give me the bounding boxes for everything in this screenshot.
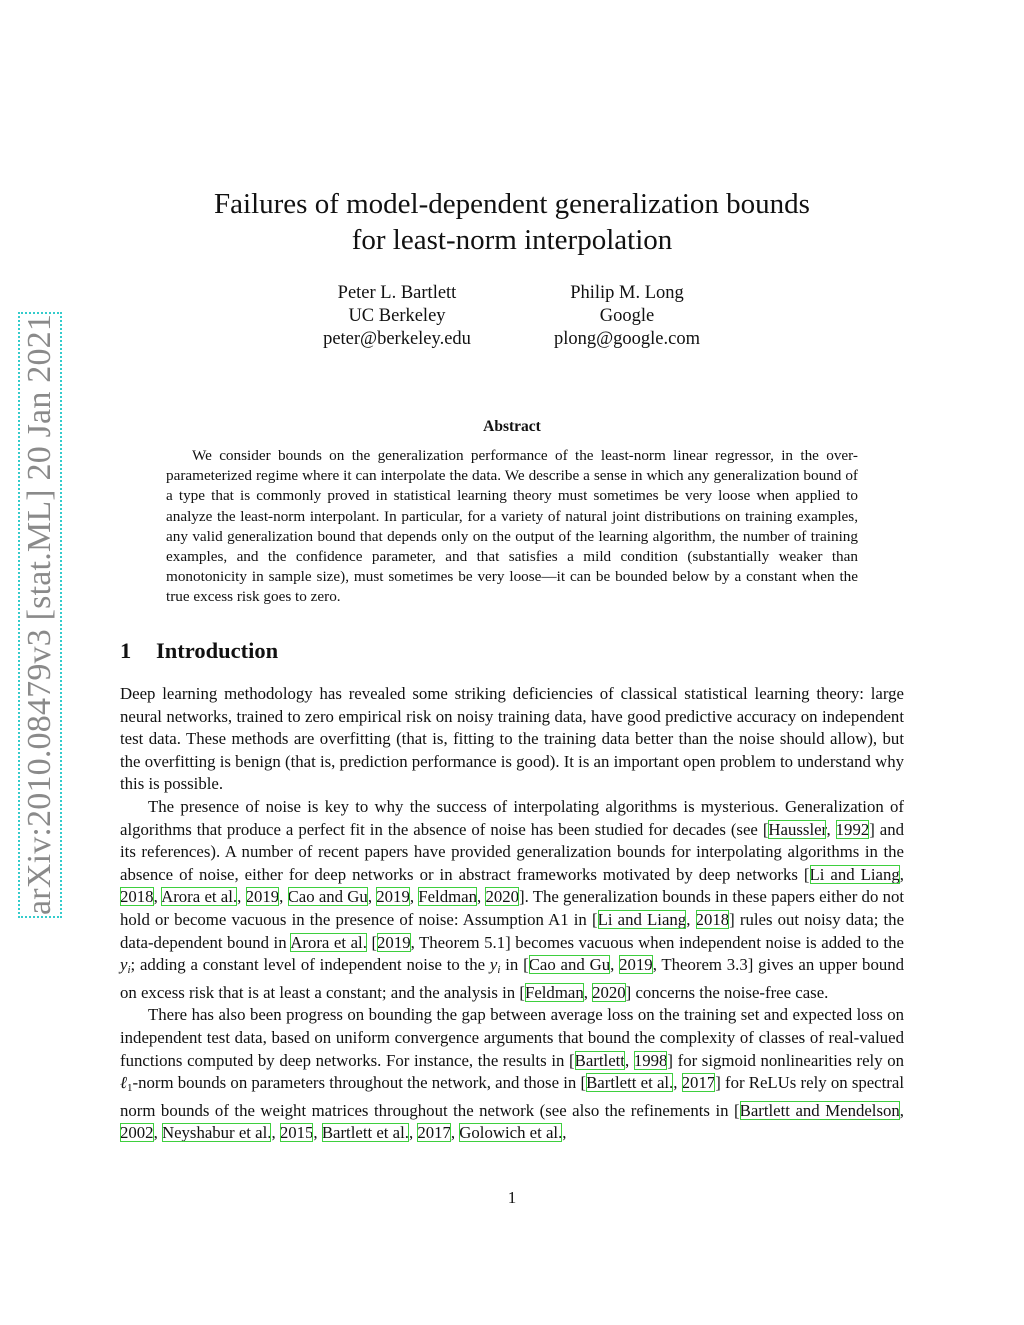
- text-run: ,: [313, 1123, 322, 1143]
- section-number: 1: [120, 638, 132, 663]
- author-affiliation: UC Berkeley: [348, 306, 446, 326]
- math-subscript: 1: [127, 1082, 133, 1095]
- citation-link[interactable]: 2019: [619, 955, 653, 975]
- text-run: , Theorem 5.1] becomes vacuous when independent noise is added to the: [410, 932, 904, 952]
- math-subscript: i: [127, 964, 131, 977]
- text-run: ] and its references). A number of recent papers have provided generalization bounds for interpolating algorithms in the absence of noise, either for deep networks or in abstract frameworks motivated by deep networks [: [120, 819, 905, 884]
- text-run: ,: [624, 1050, 634, 1070]
- page-number: 1: [507, 1188, 517, 1207]
- author-1: [267, 282, 527, 351]
- citation-link[interactable]: 2019: [245, 887, 280, 907]
- text-run: ; adding a constant level of independent noise to the: [130, 955, 490, 975]
- citation-link[interactable]: 2019: [376, 887, 410, 907]
- arxiv-stamp[interactable]: [18, 312, 66, 924]
- introduction-body: [120, 683, 904, 1145]
- citation-link[interactable]: 2018: [695, 909, 730, 929]
- paragraph-2: [120, 796, 904, 1004]
- text-run: ,: [583, 982, 593, 1002]
- text-run: , Theorem 3.3] gives an upper bound on excess risk that is at least a constant; and the analysis in [: [120, 955, 905, 1002]
- citation-link[interactable]: Cao and Gu: [287, 887, 368, 907]
- arxiv-stamp-text[interactable]: arXiv:2010.08479v3 [stat.ML] 20 Jan 2021: [21, 313, 58, 915]
- text-run: ,: [673, 1073, 682, 1093]
- citation-link[interactable]: Bartlett et al.: [321, 1123, 409, 1143]
- text-run: ,: [408, 1123, 418, 1143]
- text-run: ,: [610, 955, 620, 975]
- math-y: [489, 955, 501, 977]
- citation-link[interactable]: Arora et al.: [290, 932, 367, 952]
- abstract-text: We consider bounds on the generalization performance of the least-norm linear regressor, in the over-parameterized regime where it can interpolate the data. We describe a sense in which any generalization bound of a type that is commonly proved in statistical learning theory must sometimes be very loose when applied to analyze the least-norm interpolant. In particular, for a variety of natural joint distributions on training examples, any valid generalization bound that depends only on the output of the learning algorithm, the number of training examples, and the confidence parameter, and that satisfies a mild condition (substantially weaker than monotonicity in sample size), must sometimes be very loose—it can be bounded below by a constant when the true excess risk goes to zero.: [166, 447, 858, 606]
- text-run: ]. The generalization bounds in these papers either do not hold or become vacuous in the presence of noise: Assumption A1 in [: [120, 887, 905, 929]
- math-symbol: ℓ: [120, 1073, 128, 1093]
- text-run: There has also been progress on bounding the gap between average loss on the training set and expected loss on independent test data, based on uniform convergence arguments that bound the complexity of classes of real-valued functions computed by deep networks. For instance, the results in [: [120, 1005, 904, 1070]
- title-line-1: Failures of model-dependent generalization bounds: [214, 188, 810, 220]
- text-run: ,: [899, 864, 904, 884]
- author-2: [497, 282, 757, 351]
- text-run: [: [366, 932, 378, 952]
- citation-link[interactable]: 2019: [377, 932, 411, 952]
- text-run: ,: [153, 887, 162, 907]
- citation-link[interactable]: Arora et al.: [161, 887, 238, 907]
- text-run: ,: [477, 887, 486, 907]
- citation-link[interactable]: 1992: [835, 819, 870, 839]
- text-run: ,: [826, 819, 836, 839]
- citation-link[interactable]: Feldman: [524, 982, 584, 1002]
- citation-link[interactable]: Li and Liang: [809, 864, 900, 884]
- author-name: Peter L. Bartlett: [337, 283, 457, 303]
- title-line-2: for least-norm interpolation: [351, 224, 673, 256]
- text-run: ] for ReLUs rely on spectral norm bounds of the weight matrices throughout the network (see also the refinements in [: [120, 1073, 904, 1120]
- text-run: ,: [562, 1123, 567, 1143]
- abstract-heading: Abstract: [483, 418, 541, 435]
- math-y: [120, 955, 131, 977]
- text-run: ,: [153, 1123, 162, 1143]
- citation-link[interactable]: 2017: [417, 1123, 451, 1143]
- paragraph-1: Deep learning methodology has revealed some striking deficiencies of classical statistical learning theory: large neural networks, trained to zero empirical risk on noisy training data, have good predictive accuracy on independent test data. These methods are overfitting (that is, fitting to the training data better than the noise should allow), but the overfitting is benign (that is, prediction performance is good). It is an important open problem to understand why this is possible.: [120, 684, 904, 794]
- text-run: ,: [686, 909, 696, 929]
- author-name: Philip M. Long: [570, 283, 684, 303]
- text-run: The presence of noise is key to why the success of interpolating algorithms is mysterious. Generalization of algorithms that produce a perfect fit in the absence of noise has been studied for decades (see [: [120, 796, 904, 839]
- math-subscript: i: [497, 964, 501, 977]
- text-run: ,: [367, 887, 377, 907]
- citation-link[interactable]: 2017: [681, 1073, 716, 1093]
- text-run: ] for sigmoid nonlinearities rely on: [667, 1050, 905, 1070]
- author-affiliation: Google: [599, 306, 655, 326]
- citation-link[interactable]: Neyshabur et al.: [161, 1123, 272, 1143]
- text-run: ] rules out noisy data; the data-dependent bound in: [120, 909, 905, 952]
- citation-link[interactable]: Li and Liang: [597, 909, 687, 929]
- text-run: in [: [500, 955, 529, 975]
- citation-link[interactable]: Bartlett et al.: [586, 1073, 674, 1093]
- math-symbol: y: [120, 955, 128, 975]
- section-title: Introduction: [156, 638, 279, 663]
- citation-link[interactable]: Bartlett and Mendelson: [739, 1100, 900, 1120]
- citation-link[interactable]: Bartlett: [574, 1050, 625, 1070]
- text-run: ,: [279, 887, 288, 907]
- math-l1: [120, 1073, 133, 1095]
- text-run: ] concerns the noise-free case.: [625, 982, 829, 1002]
- text-run: ,: [409, 887, 419, 907]
- citation-link[interactable]: 2020: [485, 887, 519, 907]
- paper-title: [120, 186, 904, 258]
- math-symbol: y: [489, 955, 498, 975]
- text-run: ,: [237, 887, 246, 907]
- citation-link[interactable]: 2018: [120, 887, 154, 907]
- citation-link[interactable]: 1998: [633, 1050, 668, 1070]
- text-run: ,: [271, 1123, 280, 1143]
- section-heading: [120, 638, 278, 664]
- author-email: peter@berkeley.edu: [323, 329, 471, 349]
- citation-link[interactable]: 2020: [592, 982, 626, 1002]
- citation-link[interactable]: Haussler: [768, 819, 827, 839]
- paragraph-3: [120, 1004, 904, 1145]
- citation-link[interactable]: Cao and Gu: [528, 955, 611, 975]
- author-email: plong@google.com: [553, 329, 700, 349]
- citation-link[interactable]: 2015: [279, 1123, 314, 1143]
- text-run: -norm bounds on parameters throughout the network, and those in [: [132, 1073, 587, 1093]
- text-run: ,: [450, 1123, 460, 1143]
- citation-link[interactable]: Feldman: [418, 887, 477, 907]
- citation-link[interactable]: Golowich et al.: [459, 1123, 563, 1143]
- citation-link[interactable]: 2002: [120, 1123, 154, 1143]
- text-run: ,: [899, 1100, 904, 1120]
